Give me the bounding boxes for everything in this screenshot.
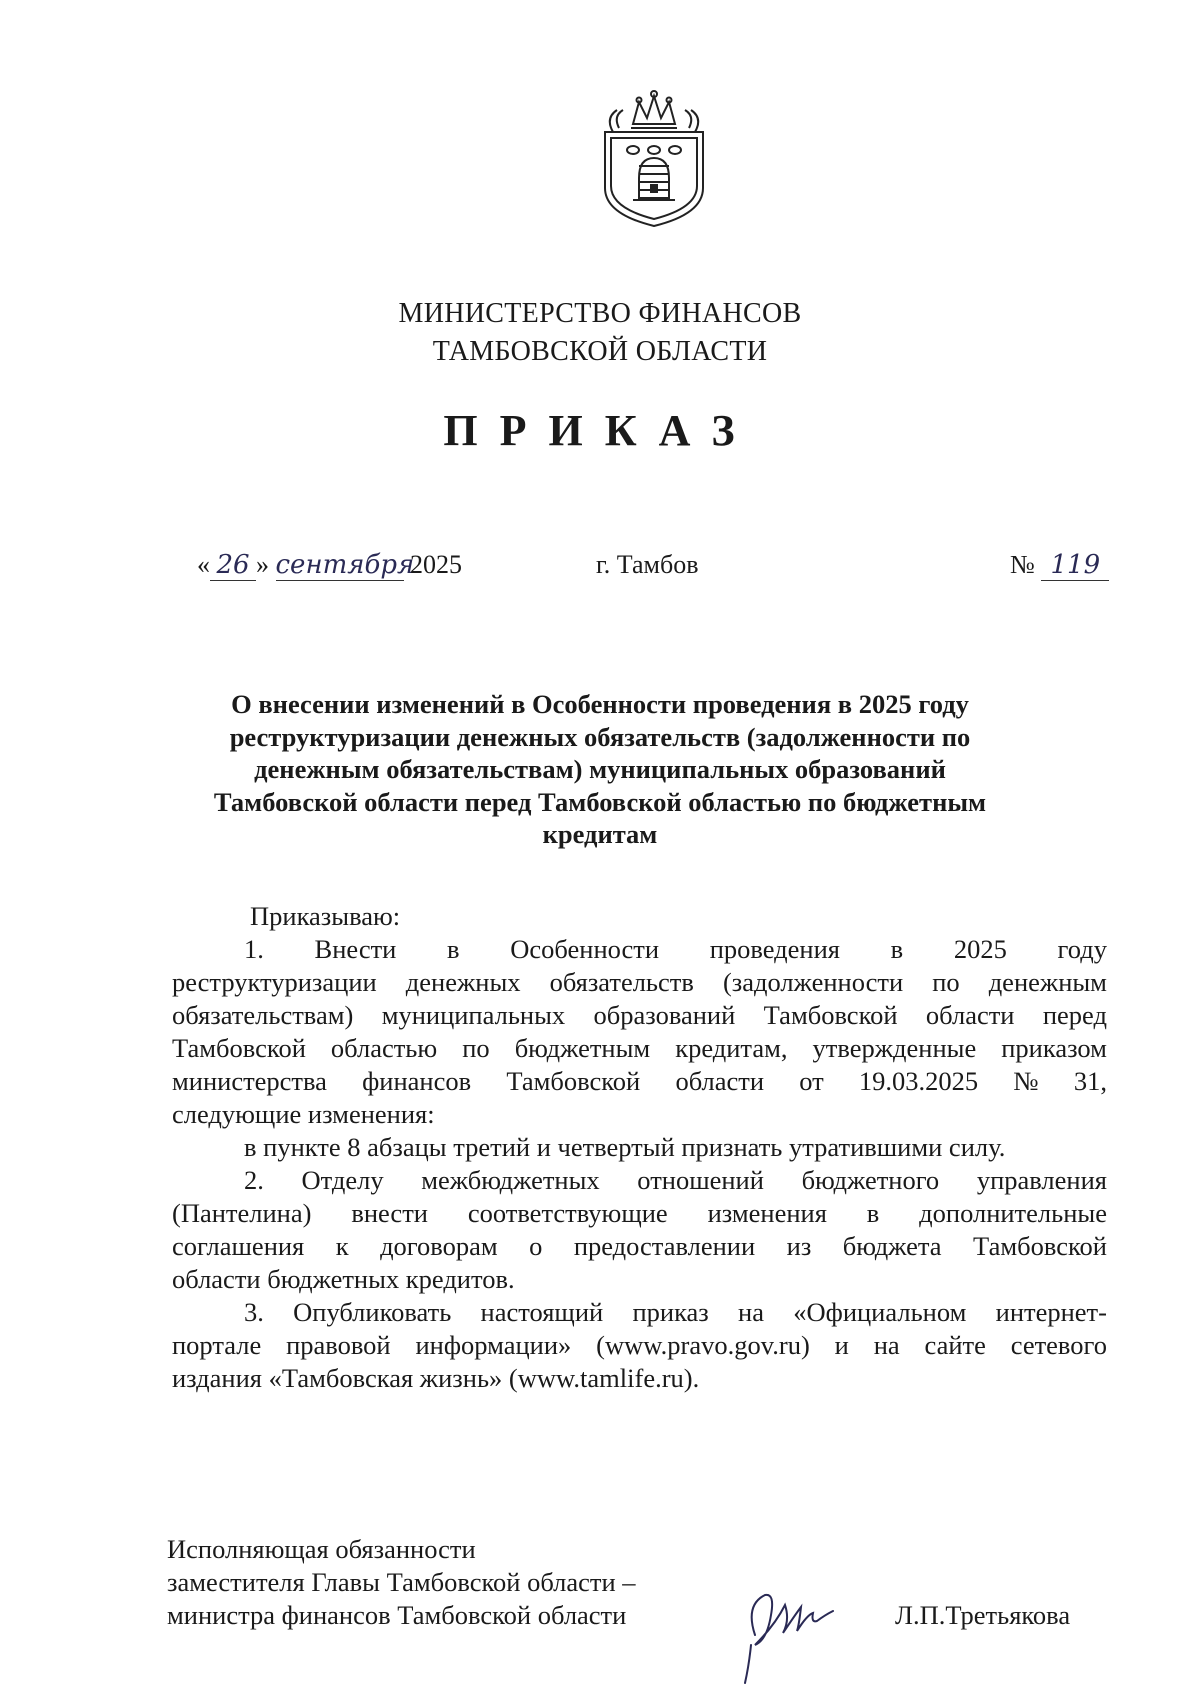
paragraph-3-line: издания «Тамбовская жизнь» (www.tamlife.ru). bbox=[172, 1363, 700, 1393]
ministry-header bbox=[300, 295, 900, 371]
word: сетевого bbox=[1010, 1330, 1107, 1360]
word: приказом bbox=[1001, 1033, 1107, 1063]
word: области bbox=[675, 1066, 765, 1096]
order-body bbox=[172, 900, 1107, 1395]
p1-word: 2025 bbox=[953, 934, 1007, 964]
word: финансов bbox=[362, 1066, 472, 1096]
order-subject bbox=[200, 688, 1000, 851]
handwritten-month: сентября bbox=[275, 550, 415, 580]
p1-word: Особенности bbox=[510, 934, 660, 964]
order-date bbox=[197, 550, 462, 581]
word: денежных bbox=[405, 967, 521, 997]
word: обязательств bbox=[549, 967, 694, 997]
word: 2. bbox=[244, 1165, 264, 1195]
word: (Пантелина) bbox=[172, 1198, 312, 1228]
paragraph-1-line bbox=[172, 1065, 1107, 1098]
signatory-name: Л.П.Третьякова bbox=[895, 1600, 1071, 1630]
paragraph-3-line bbox=[172, 1296, 1107, 1329]
position-line: Исполняющая обязанности bbox=[167, 1534, 476, 1564]
signatory-position bbox=[167, 1533, 636, 1632]
word: 31, bbox=[1073, 1066, 1107, 1096]
word: (задолженности bbox=[722, 967, 904, 997]
handwritten-number: 119 bbox=[1041, 550, 1109, 581]
ministry-name-line2: ТАМБОВСКОЙ ОБЛАСТИ bbox=[432, 336, 768, 367]
word: изменения bbox=[707, 1198, 827, 1228]
word: (www.pravo.gov.ru) bbox=[596, 1330, 810, 1360]
word: образований bbox=[593, 1000, 736, 1030]
word: денежным bbox=[988, 967, 1107, 997]
word: внести bbox=[351, 1198, 428, 1228]
quote-close: » bbox=[256, 550, 269, 579]
word: Опубликовать bbox=[293, 1297, 452, 1327]
word: областью bbox=[330, 1033, 438, 1063]
number-label: № bbox=[1010, 550, 1035, 579]
paragraph-1-line bbox=[172, 1032, 1107, 1065]
word: настоящий bbox=[480, 1297, 604, 1327]
paragraph-2-line: области бюджетных кредитов. bbox=[172, 1264, 515, 1294]
handwritten-day: 26 bbox=[210, 550, 256, 581]
subject-line: реструктуризации денежных обязательств (задолженности по bbox=[229, 721, 971, 752]
position-line: заместителя Главы Тамбовской области – bbox=[167, 1567, 636, 1597]
paragraph-1-line bbox=[172, 966, 1107, 999]
word: о bbox=[529, 1231, 543, 1261]
word: министерства bbox=[172, 1066, 327, 1096]
word: бюджетным bbox=[514, 1033, 651, 1063]
word: муниципальных bbox=[381, 1000, 566, 1030]
p1-word: проведения bbox=[709, 934, 840, 964]
word: 19.03.2025 bbox=[858, 1066, 979, 1096]
word: межбюджетных bbox=[421, 1165, 600, 1195]
word: в bbox=[866, 1198, 880, 1228]
word: приказ bbox=[632, 1297, 709, 1327]
word: из bbox=[786, 1231, 812, 1261]
word: 3. bbox=[244, 1297, 264, 1327]
position-line: министра финансов Тамбовской области bbox=[167, 1600, 627, 1630]
word: «Официальном bbox=[793, 1297, 967, 1327]
subject-line: денежным обязательствам) муниципальных образований bbox=[254, 754, 946, 784]
word: соответствующие bbox=[467, 1198, 668, 1228]
word: предоставлении bbox=[573, 1231, 756, 1261]
word: № bbox=[1013, 1066, 1039, 1096]
word: Тамбовской bbox=[973, 1231, 1107, 1261]
word: перед bbox=[1042, 1000, 1107, 1030]
word: от bbox=[799, 1066, 824, 1096]
p1-word: 1. bbox=[244, 934, 264, 964]
word: сайте bbox=[924, 1330, 986, 1360]
word: дополнительные bbox=[919, 1198, 1107, 1228]
word: договорам bbox=[380, 1231, 498, 1261]
word: портале bbox=[172, 1330, 262, 1360]
word: по bbox=[932, 967, 960, 997]
p1-word: Внести bbox=[314, 934, 397, 964]
subject-line: Тамбовской области перед Тамбовской областью по бюджетным bbox=[213, 786, 987, 817]
word: кредитам, bbox=[675, 1033, 788, 1063]
word: интернет- bbox=[995, 1297, 1107, 1327]
word: области bbox=[925, 1000, 1015, 1030]
word: на bbox=[738, 1297, 764, 1327]
paragraph-3-line bbox=[172, 1329, 1107, 1362]
p1-word: году bbox=[1057, 934, 1107, 964]
paragraph-1-first-line bbox=[172, 933, 1107, 966]
order-title: ПРИКАЗ bbox=[443, 406, 757, 455]
word: обязательствам) bbox=[172, 1000, 354, 1030]
word: по bbox=[462, 1033, 490, 1063]
word: на bbox=[873, 1330, 900, 1360]
word: соглашения bbox=[172, 1231, 305, 1261]
word: утвержденные bbox=[812, 1033, 977, 1063]
word: Тамбовской bbox=[172, 1033, 306, 1063]
paragraph-1-line bbox=[172, 999, 1107, 1032]
word: управления bbox=[976, 1165, 1107, 1195]
word: реструктуризации bbox=[172, 967, 377, 997]
p1-word: в bbox=[890, 934, 904, 964]
paragraph-2-line bbox=[172, 1230, 1107, 1263]
word: Тамбовской bbox=[506, 1066, 641, 1096]
handwritten-signature bbox=[735, 1565, 855, 1685]
order-number bbox=[1010, 550, 1109, 581]
word: бюджетного bbox=[801, 1165, 940, 1195]
subject-line: О внесении изменений в Особенности проведения в 2025 году bbox=[231, 689, 969, 719]
word: бюджета bbox=[842, 1231, 942, 1261]
order-year: 2025 bbox=[410, 550, 462, 579]
paragraph-2-line bbox=[172, 1164, 1107, 1197]
word: Отделу bbox=[301, 1165, 384, 1195]
word: к bbox=[335, 1231, 349, 1261]
paragraph-1-sub: в пункте 8 абзацы третий и четвертый признать утратившими силу. bbox=[244, 1132, 1006, 1162]
word: отношений bbox=[637, 1165, 764, 1195]
word: информации» bbox=[415, 1330, 572, 1360]
ministry-name-line1: МИНИСТЕРСТВО ФИНАНСОВ bbox=[398, 298, 802, 329]
word: правовой bbox=[286, 1330, 391, 1360]
word: Тамбовской bbox=[763, 1000, 898, 1030]
tambov-coat-of-arms-icon bbox=[595, 88, 713, 228]
quote-open: « bbox=[197, 550, 210, 579]
subject-line: кредитам bbox=[542, 819, 658, 849]
paragraph-2-line bbox=[172, 1197, 1107, 1230]
word: и bbox=[834, 1330, 849, 1360]
p1-word: в bbox=[447, 934, 460, 964]
paragraph-1-line: следующие изменения: bbox=[172, 1099, 435, 1129]
intro-text: Приказываю: bbox=[250, 901, 401, 931]
city-label: г. Тамбов bbox=[596, 550, 699, 579]
